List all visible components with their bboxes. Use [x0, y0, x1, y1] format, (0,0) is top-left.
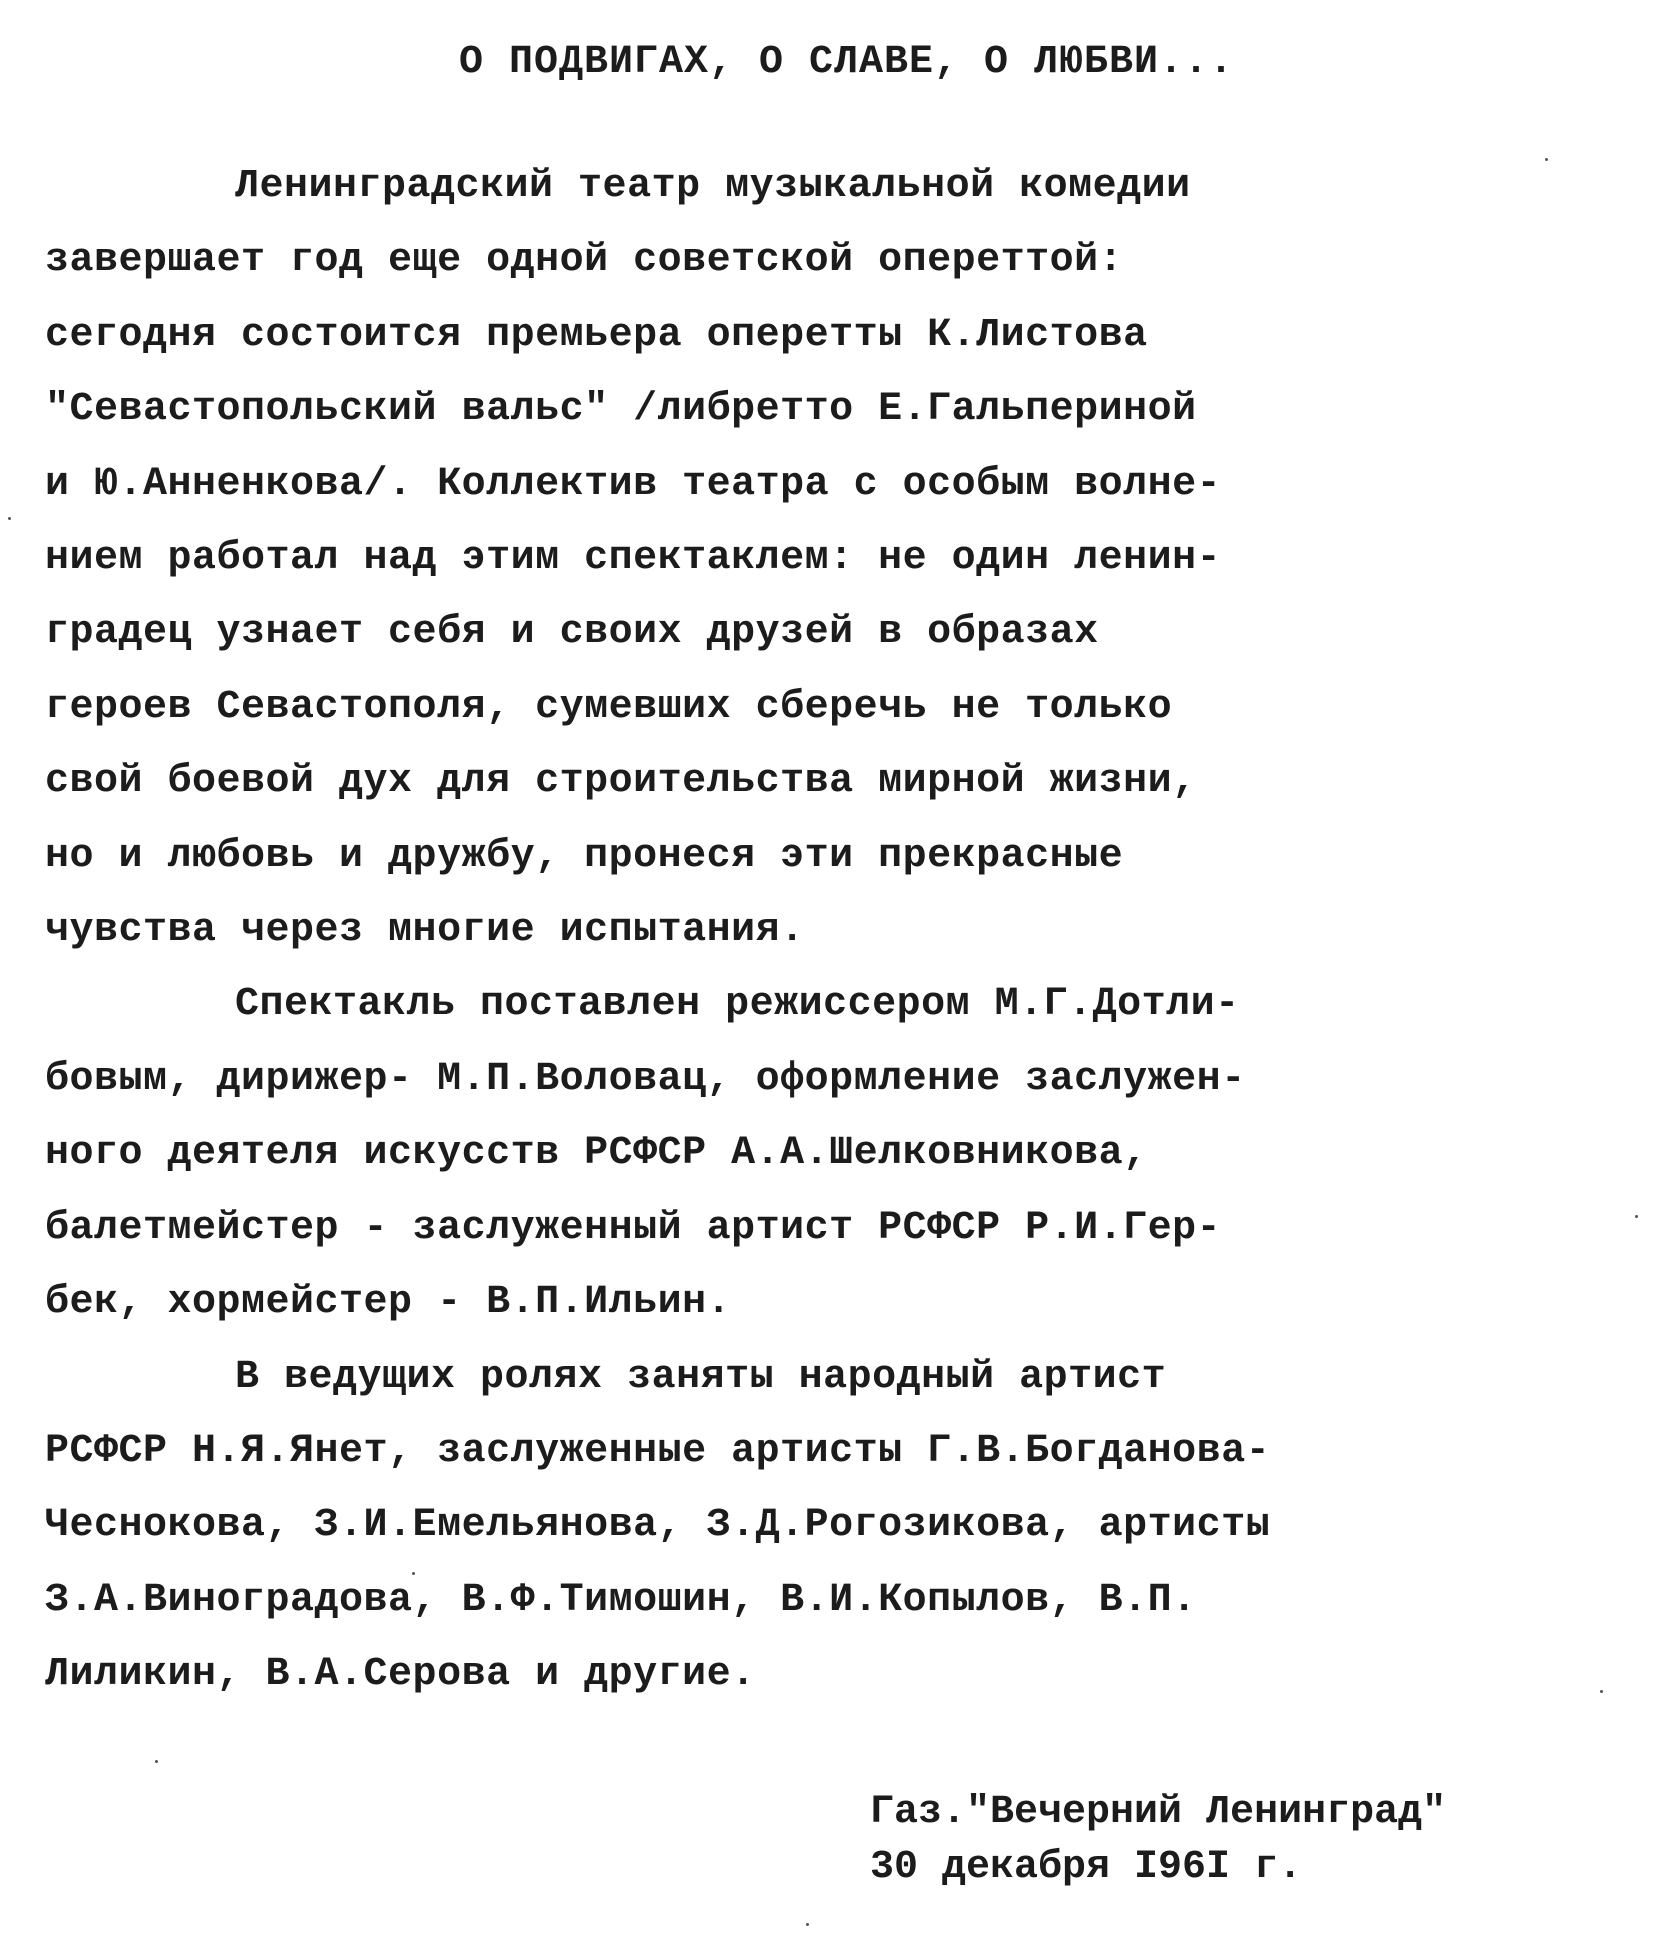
paragraph-production-credits — [45, 968, 1625, 1340]
source-citation — [870, 1785, 1446, 1895]
text-line: Ленинградский театр музыкальной комедии — [235, 164, 1191, 209]
document-title: О ПОДВИГАХ, О СЛАВЕ, О ЛЮБВИ... — [458, 40, 1235, 85]
text-line: ного деятеля искусств РСФСР А.А.Шелковникова, — [45, 1131, 1148, 1177]
paragraph-premiere — [45, 150, 1625, 968]
text-line: бек, хормейстер - В.П.Ильин. — [45, 1280, 732, 1326]
text-line: чувства через многие испытания. — [45, 908, 805, 954]
text-line: бовым, дирижер- М.П.Воловац, оформление заслужен- — [45, 1056, 1246, 1102]
text-line: нием работал над этим спектаклем: не один ленин- — [45, 536, 1222, 582]
text-line: Спектакль поставлен режиссером М.Г.Дотли- — [235, 982, 1240, 1028]
article-body — [45, 150, 1625, 1713]
paper-speck — [1635, 1215, 1638, 1218]
text-line: но и любовь и дружбу, пронеся эти прекрасные — [45, 833, 1124, 879]
text-line: РСФСР Н.Я.Янет, заслуженные артисты Г.В.Богданова- — [45, 1428, 1271, 1474]
text-line: свой боевой дух для строительства мирной жизни, — [45, 759, 1197, 805]
text-line: и Ю.Анненкова/. Коллектив театра с особым волне- — [45, 461, 1222, 507]
paper-speck — [8, 517, 11, 520]
text-line: градец узнает себя и своих друзей в образах — [45, 610, 1099, 656]
source-newspaper: Газ."Вечерний Ленинград" — [870, 1790, 1447, 1835]
paper-speck — [1545, 158, 1548, 161]
paper-speck — [806, 1923, 809, 1926]
paragraph-cast — [45, 1341, 1625, 1713]
text-line: "Севастопольский вальс" /либретто Е.Гальпериной — [45, 387, 1197, 433]
text-line: Чеснокова, З.И.Емельянова, З.Д.Рогозикова, артисты — [45, 1503, 1271, 1549]
text-line: балетмейстер - заслуженный артист РСФСР Р.И.Гер- — [45, 1205, 1222, 1251]
paper-speck — [155, 1760, 158, 1763]
text-line: З.А.Виноградова, В.Ф.Тимошин, В.И.Копылов, В.П. — [45, 1577, 1197, 1623]
paper-speck — [1600, 1690, 1603, 1693]
text-line: завершает год еще одной советской опереттой: — [45, 238, 1124, 284]
paper-speck — [412, 1572, 415, 1575]
text-line: сегодня состоится премьера оперетты К.Листова — [45, 312, 1148, 358]
text-line: Лиликин, В.А.Серова и другие. — [45, 1652, 756, 1698]
source-date: 30 декабря I96I г. — [870, 1845, 1303, 1890]
text-line: В ведущих ролях заняты народный артист — [235, 1354, 1167, 1400]
text-line: героев Севастополя, сумевших сберечь не только — [45, 684, 1173, 730]
